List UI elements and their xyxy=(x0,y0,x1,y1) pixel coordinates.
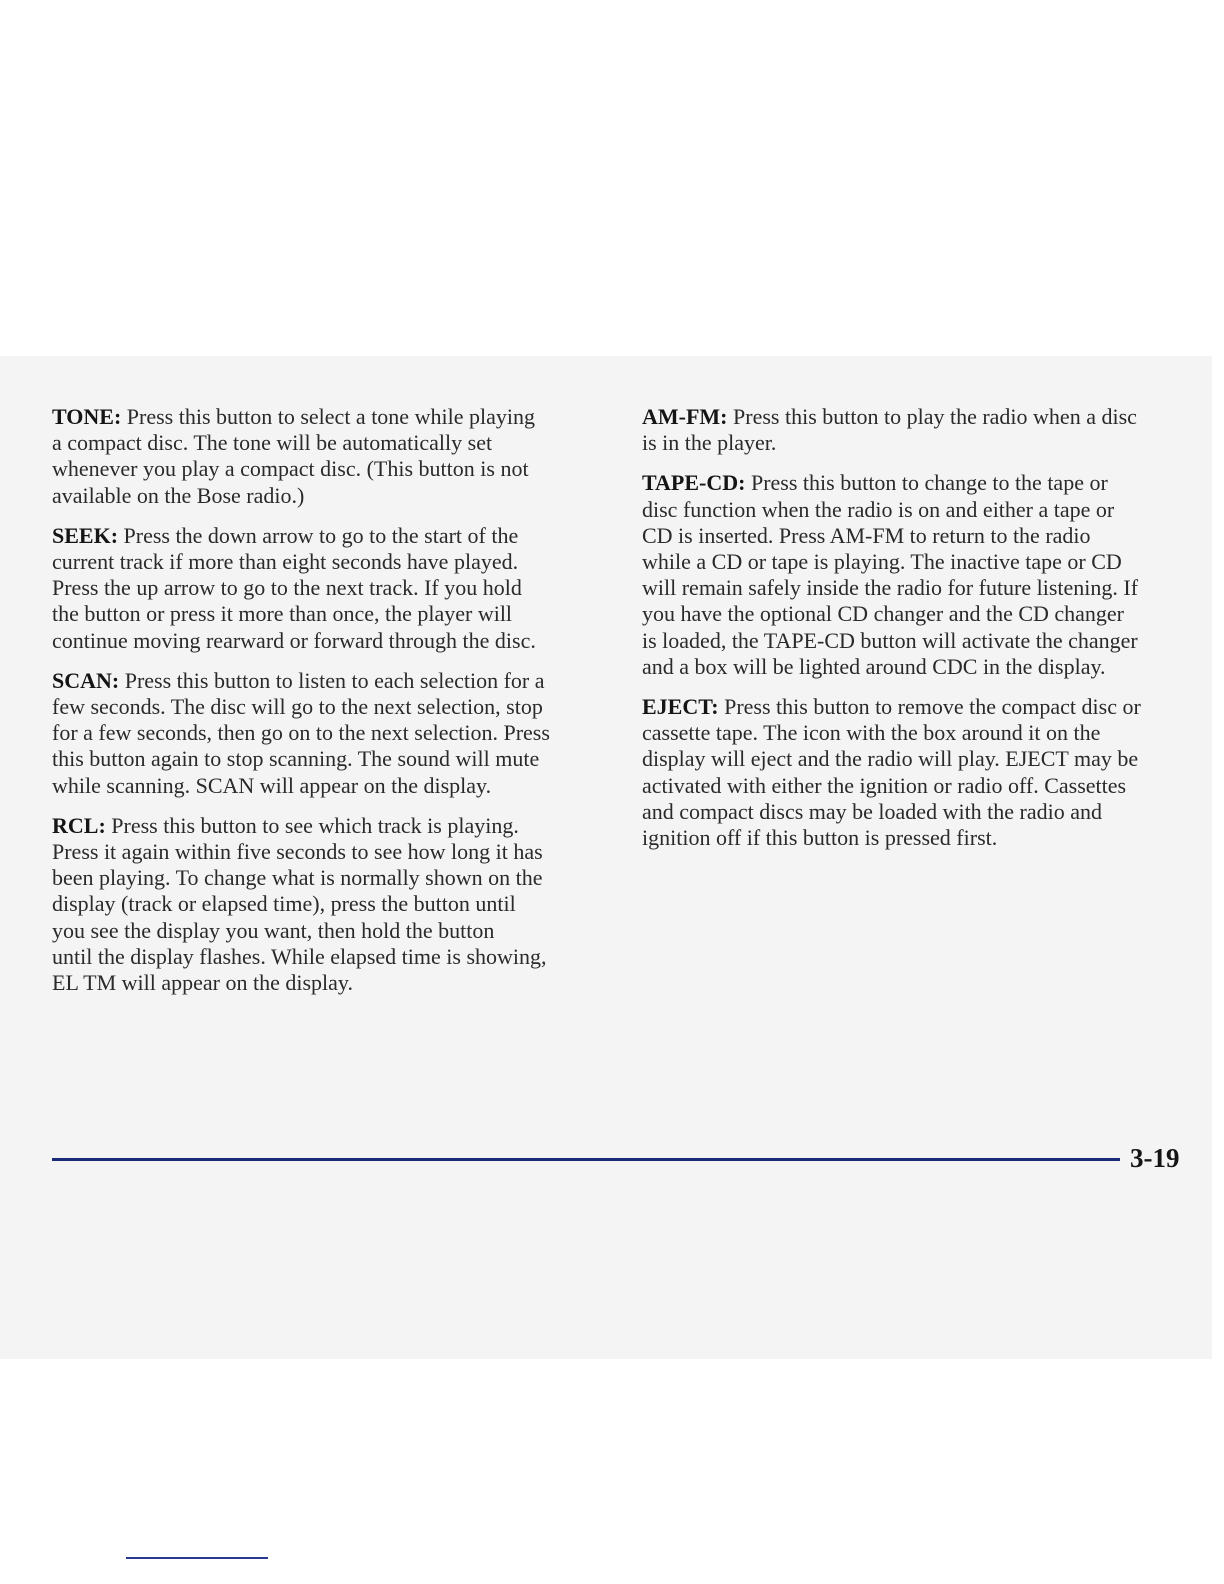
left-column xyxy=(52,404,602,1010)
tape-cd-paragraph xyxy=(642,470,1190,680)
scan-text: Press this button to listen to each selection for a few seconds. The disc will go to the next selection, stop for a few seconds, then go on to the next selection. Press this button again to stop scanning. The sound will mute while scanning. SCAN will appear on the display. xyxy=(52,667,550,798)
scan-term: SCAN: xyxy=(52,667,120,693)
bottom-underline xyxy=(126,1557,268,1559)
seek-text: Press the down arrow to go to the start of the current track if more than eight seconds have played. Press the up arrow to go to the next track. If you hold the button or press it more than once, the player will continue moving rearward or forward through the disc. xyxy=(52,522,536,653)
rcl-term: RCL: xyxy=(52,812,106,838)
page-number: 3-19 xyxy=(1130,1143,1180,1173)
eject-text: Press this button to remove the compact disc or cassette tape. The icon with the box around it on the display will eject and the radio will play. EJECT may be activated with either the ignition or radio off. Cassettes and compact discs may be loaded with the radio and ignition off if this button is pressed first. xyxy=(642,694,1141,851)
eject-term: EJECT: xyxy=(642,694,719,720)
tone-paragraph xyxy=(52,404,602,509)
rcl-paragraph xyxy=(52,813,602,996)
seek-paragraph xyxy=(52,523,602,654)
right-column xyxy=(642,404,1190,865)
tape-cd-term: TAPE-CD: xyxy=(642,470,746,496)
tone-term: TONE: xyxy=(52,404,122,429)
tape-cd-text: Press this button to change to the tape or disc function when the radio is on and either a tape or CD is inserted. Press AM-FM to return to the radio while a CD or tape is playing. The inactive tape or CD will remain safely inside the radio for future listening. If you have the optional CD changer and the CD changer is loaded, the TAPE-CD button will activate the changer and a box will be lighted around CDC in the display. xyxy=(642,470,1139,679)
am-fm-text: Press this button to play the radio when a disc is in the player. xyxy=(642,404,1137,456)
scan-paragraph xyxy=(52,668,602,799)
rcl-text: Press this button to see which track is playing. Press it again within five seconds to see how long it has been playing. To change what is normally shown on the display (track or elapsed time), press the button until you see the display you want, then hold the button until the display flashes. While elapsed time is showing, EL TM will appear on the display. xyxy=(52,812,547,996)
tone-text: Press this button to select a tone while playing a compact disc. The tone will be automatically set whenever you play a compact disc. (This button is not available on the Bose radio.) xyxy=(52,404,535,508)
seek-term: SEEK: xyxy=(52,522,119,548)
footer-rule xyxy=(52,1158,1120,1161)
am-fm-paragraph xyxy=(642,404,1190,456)
am-fm-term: AM-FM: xyxy=(642,404,728,429)
eject-paragraph xyxy=(642,694,1190,851)
